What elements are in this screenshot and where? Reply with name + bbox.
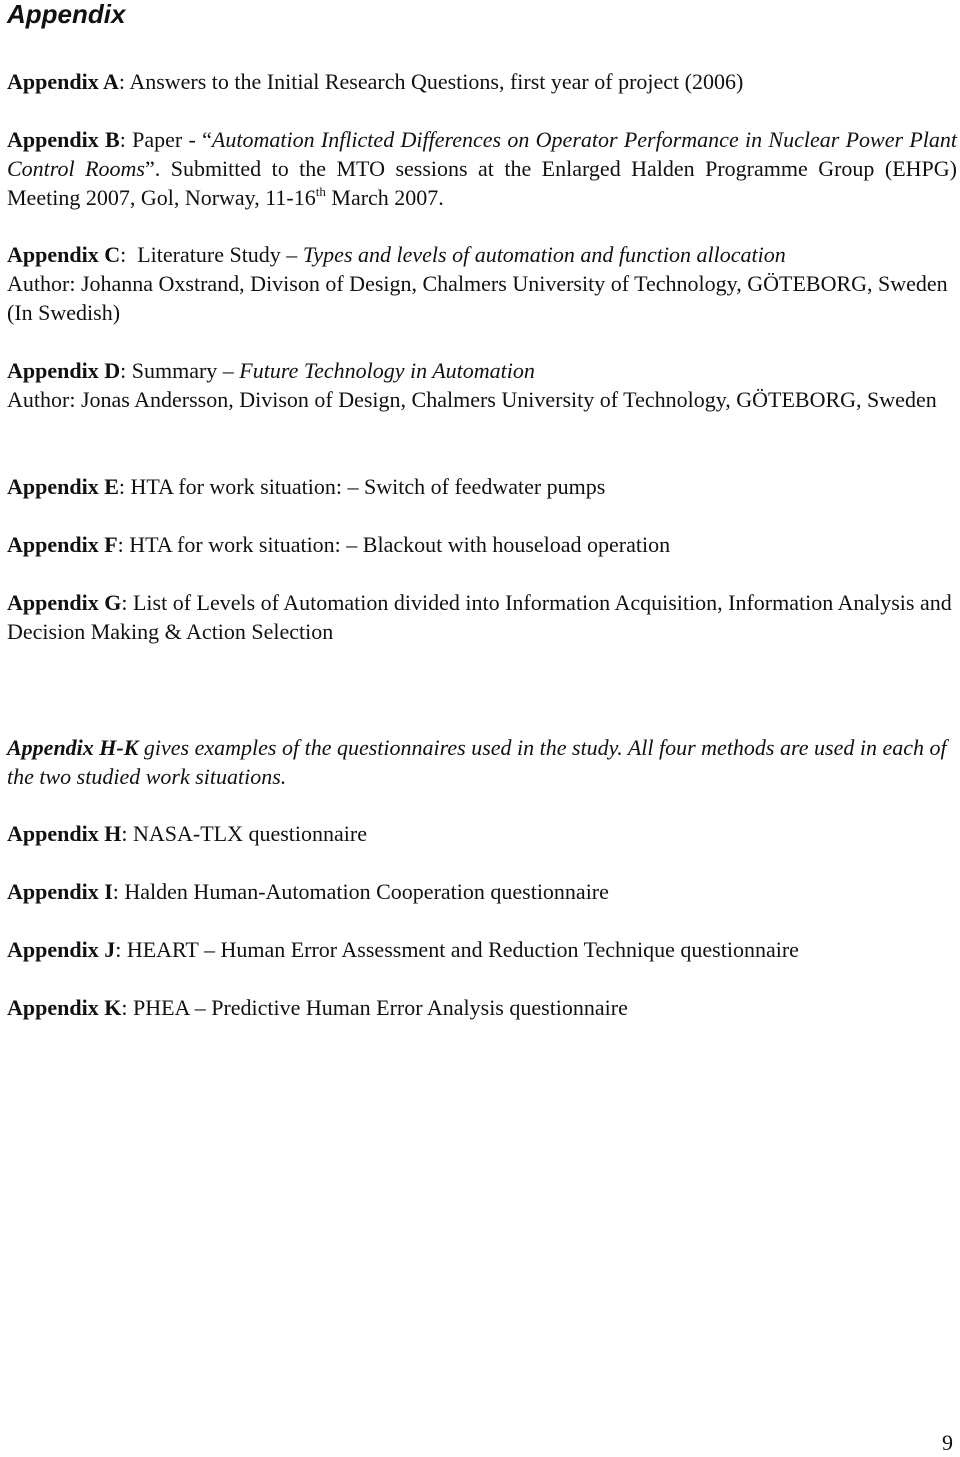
appendix-k-entry: Appendix K: PHEA – Predictive Human Error Analysis questionnaire: [7, 995, 628, 1020]
appendix-b-paper-title: Automation Inflicted Differences on Operator Performance in Nuclear Power Plant Control Rooms: [7, 127, 957, 181]
appendix-e-label: Appendix E: [7, 474, 119, 499]
page-heading: Appendix: [7, 0, 126, 29]
appendix-d-author: Author: Jonas Andersson, Divison of Design, Chalmers University of Technology, GÖTEBORG, Sweden: [7, 387, 937, 412]
appendix-b-entry: Appendix B: Paper - “Automation Inflicted Differences on Operator Performance in Nuclear Power Plant Control Rooms”. Submitted to the MTO sessions at the Enlarged Halden Programme Group (EHPG) Meeting 2007, Gol, Norway, 11-16th March 2007.: [7, 127, 957, 210]
appendix-i-entry: Appendix I: Halden Human-Automation Cooperation questionnaire: [7, 879, 609, 904]
appendix-j-label: Appendix J: [7, 937, 116, 962]
appendix-h-entry: Appendix H: NASA-TLX questionnaire: [7, 821, 367, 846]
appendix-d-summary-title: Future Technology in Automation: [239, 358, 535, 383]
appendix-f-entry: Appendix F: HTA for work situation: – Blackout with houseload operation: [7, 532, 671, 557]
appendix-j-text: HEART – Human Error Assessment and Reduction Technique questionnaire: [121, 937, 799, 962]
appendix-c-label: Appendix C: [7, 242, 121, 267]
appendix-f-text: HTA for work situation: – Blackout with houseload operation: [123, 532, 671, 557]
appendix-i-label: Appendix I: [7, 879, 113, 904]
appendix-c-study-title: Types and levels of automation and function allocation: [302, 242, 786, 267]
appendix-b-label: Appendix B: [7, 127, 120, 152]
appendix-a-label: Appendix A: [7, 69, 119, 94]
appendix-f-label: Appendix F: [7, 532, 118, 557]
appendix-j-entry: Appendix J: HEART – Human Error Assessment and Reduction Technique questionnaire: [7, 937, 799, 962]
appendix-e-text: HTA for work situation: – Switch of feedwater pumps: [125, 474, 606, 499]
appendix-c-entry: Appendix C: Literature Study – Types and levels of automation and function allocation Author: Johanna Oxstrand, Divison of Design, Chalmers University of Technology, GÖTEBORG, Sweden (In Swedish): [7, 242, 948, 325]
appendix-g-label: Appendix G: [7, 590, 122, 615]
appendix-a-entry: Appendix A: Answers to the Initial Research Questions, first year of project (2006): [7, 69, 744, 94]
page-number: 9: [942, 1430, 953, 1455]
appendix-e-entry: Appendix E: HTA for work situation: – Switch of feedwater pumps: [7, 474, 606, 499]
appendix-hk-label: Appendix H-K: [7, 735, 139, 760]
appendix-a-text: Answers to the Initial Research Questions, first year of project (2006): [125, 69, 744, 94]
appendix-h-label: Appendix H: [7, 821, 122, 846]
appendix-g-entry: Appendix G: List of Levels of Automation divided into Information Acquisition, Information Analysis and Decision Making & Action Selection: [7, 590, 952, 644]
appendix-k-label: Appendix K: [7, 995, 122, 1020]
appendix-i-text: Halden Human-Automation Cooperation questionnaire: [118, 879, 609, 904]
appendix-h-text: NASA-TLX questionnaire: [127, 821, 367, 846]
appendix-d-label: Appendix D: [7, 358, 121, 383]
appendix-hk-text: gives examples of the questionnaires used in the study. All four methods are used in each of the two studied work situations.: [7, 735, 947, 789]
appendix-hk-note: [7, 733, 957, 791]
appendix-d-entry: Appendix D: Summary – Future Technology in Automation Author: Jonas Andersson, Divison of Design, Chalmers University of Technology, GÖTEBORG, Sweden: [7, 358, 937, 412]
appendix-c-author: Author: Johanna Oxstrand, Divison of Design, Chalmers University of Technology, GÖTEBORG, Sweden (In Swedish): [7, 271, 948, 325]
appendix-g-text: List of Levels of Automation divided into Information Acquisition, Information Analysis and Decision Making & Action Selection: [7, 590, 952, 644]
appendix-k-text: PHEA – Predictive Human Error Analysis questionnaire: [127, 995, 628, 1020]
